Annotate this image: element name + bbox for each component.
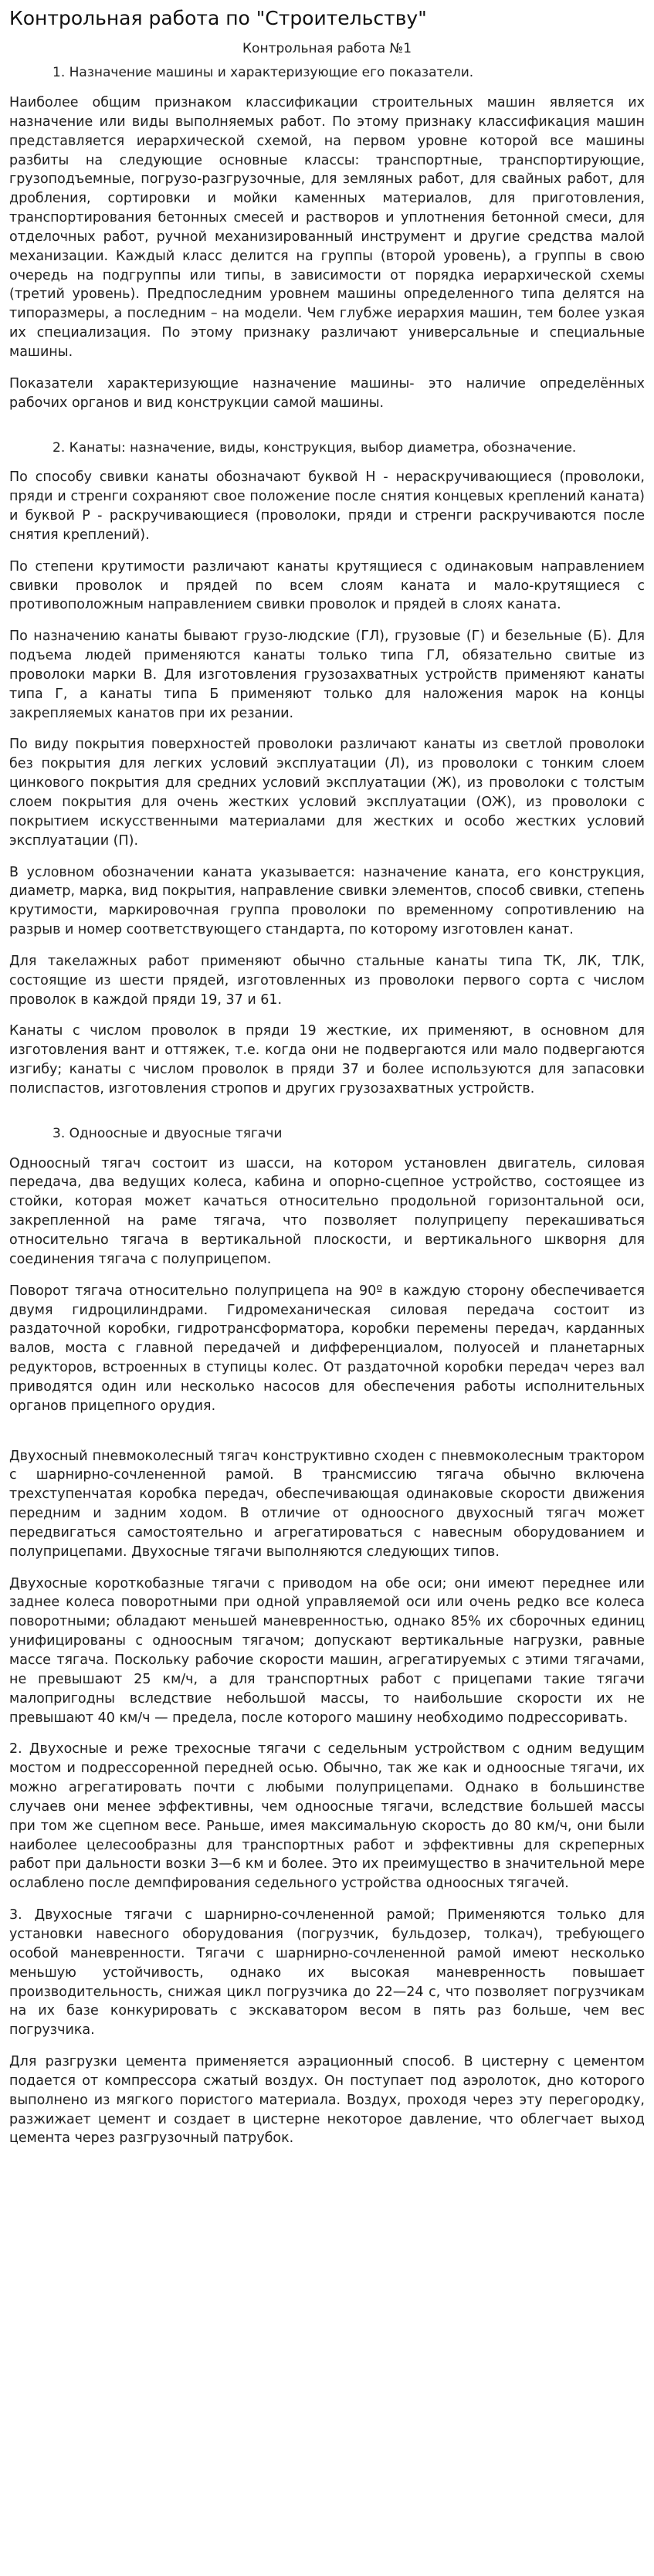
paragraph: По способу свивки канаты обозначают буквой Н - нераскручивающиеся (проволоки, пряди и стренги сохраняют свое положение после снятия концевых креплений каната) и буквой Р - раскручивающиеся (проволоки, пряди и стренги раскручиваются после снятия креплений). bbox=[9, 469, 645, 543]
section-heading-3: 3. Одноосные и двуосные тягачи bbox=[53, 1125, 283, 1141]
paragraph: 3. Двухосные тягачи с шарнирно-сочлененной рамой; Применяются только для установки навесного оборудования (погрузчик, бульдозер, толкач), требующего особой маневренности. Тягачи с шарнирно-сочлененной рамой имеют несколько меньшую устойчивость, однако их высокая маневренность повышает производительность, снижая цикл погрузчика до 22—24 с, что позволяет погрузчикам на их базе конкурировать с экскаватором весом в пять раз больше, чем вес погрузчика. bbox=[9, 1907, 645, 2039]
paragraph: В условном обозначении каната указывается: назначение каната, его конструкция, диаметр, марка, вид покрытия, направление свивки элементов, способ свивки, степень крутимости, маркировочная группа проволоки по временному сопротивлению на разрыв и номер соответствующего стандарта, по которому изготовлен канат. bbox=[9, 864, 645, 938]
paragraph: По степени крутимости различают канаты крутящиеся с одинаковым направлением свивки проволок и прядей по всем слоям каната и мало-крутящиеся с противоположным направлением свивки проволок и прядей в слоях каната. bbox=[9, 558, 645, 613]
section-heading-1: 1. Назначение машины и характеризующие его показатели. bbox=[53, 65, 474, 81]
section-heading-2: 2. Канаты: назначение, виды, конструкция, выбор диаметра, обозначение. bbox=[53, 439, 577, 456]
paragraph: По назначению канаты бывают грузо-людские (ГЛ), грузовые (Г) и безельные (Б). Для подъема людей применяются канаты только типа ГЛ, обязательно свитые из проволоки марки В. Для изготовления грузозахватных устройств применяют канаты типа Г, а канаты типа Б применяют только для наложения марок на концы закрепляемых канатов при их резании. bbox=[9, 629, 645, 721]
paragraph: Показатели характеризующие назначение машины- это наличие определённых рабочих органов и вид конструкции самой машины. bbox=[9, 375, 645, 411]
document-subtitle: Контрольная работа №1 bbox=[242, 41, 412, 57]
paragraph: Канаты с числом проволок в пряди 19 жесткие, их применяют, в основном для изготовления вант и оттяжек, т.е. когда они не подвергаются или мало подвергаются изгибу; канаты с числом проволок в пряди 37 и более используются для запасовки полиспастов, изготовления стропов и других грузозахватных устройств. bbox=[9, 1023, 645, 1096]
paragraph: Одноосный тягач состоит из шасси, на котором установлен двигатель, силовая передача, два ведущих колеса, кабина и опорно-сцепное устройство, состоящее из стойки, которая может качаться относительно продольной горизонтальной оси, закрепленной на раме тягача, что позволяет полуприцепу перекашиваться относительно тягача в вертикальной плоскости, и вертикального шкворня для соединения тягача с полуприцепом. bbox=[9, 1155, 645, 1267]
document-title: Контрольная работа по "Строительству" bbox=[9, 7, 427, 29]
paragraph: По виду покрытия поверхностей проволоки различают канаты из светлой проволоки без покрытия для легких условий эксплуатации (Л), из проволоки с тонким слоем цинкового покрытия для средних условий эксплуатации (Ж), из проволоки с толстым слоем покрытия для очень жестких условий эксплуатации (ОЖ), из проволоки с покрытием искусственными материалами для жестких и особо жестких условий эксплуатации (П). bbox=[9, 737, 645, 849]
paragraph: Двухосный пневмоколесный тягач конструктивно сходен с пневмоколесным трактором с шарнирно-сочлененной рамой. В трансмиссию тягача обычно включена трехступенчатая коробка передач, обеспечивающая одинаковые скорости движения передним и задним ходом. В отличие от одноосного двухосный тягач может передвигаться самостоятельно и агрегатироваться с навесным оборудованием и полуприцепами. Двухосные тягачи выполняются следующих типов. bbox=[9, 1448, 645, 1560]
paragraph: Для такелажных работ применяют обычно стальные канаты типа ТК, ЛК, ТЛК, состоящие из шести прядей, изготовленных из проволоки первого сорта с числом проволок в каждой пряди 19, 37 и 61. bbox=[9, 953, 645, 1008]
paragraph: Наиболее общим признаком классификации строительных машин является их назначение или виды выполняемых работ. По этому признаку классификация машин представляется иерархической схемой, на первом уровне которой все машины разбиты на следующие основные классы: транспортные, транспортирующие, грузоподъемные, погрузо-разгрузочные, для земляных работ, для свайных работ, для дробления, сортировки и мойки каменных материалов, для приготовления, транспортирования бетонных смесей и растворов и уплотнения бетонной смеси, для отделочных работ, ручной механизированный инструмент и другие средства малой механизации. Каждый класс делится на группы (второй уровень), а группы в свою очередь на подгруппы или типы, в зависимости от порядка иерархической схемы (третий уровень). Предпоследним уровнем машины определенного типа делятся на типоразмеры, а последним – на модели. Чем глубже иерархия машин, тем более узкая их специализация. По этому признаку различают универсальные и специальные машины. bbox=[9, 95, 645, 361]
paragraph: 2. Двухосные и реже трехосные тягачи с седельным устройством с одним ведущим мостом и подрессоренной передней осью. Обычно, так же как и одноосные тягачи, их можно агрегатировать почти с любыми полуприцепами. Однако в большинстве случаев они менее эффективны, чем одноосные тягачи, вследствие большей массы при том же сцепном весе. Раньше, имея максимальную скорость до 80 км/ч, они были наиболее целесообразны для транспортных работ и эффективны для скреперных работ при дальности возки 3—6 км и более. Это их преимущество в значительной мере ослаблено после демпфирования седельного устройства одноосных тягачей. bbox=[9, 1741, 645, 1892]
paragraph: Двухосные короткобазные тягачи с приводом на обе оси; они имеют переднее или заднее колеса поворотными при одной управляемой оси или очень редко все колеса поворотными; обладают меньшей маневренностью, однако 85% их сборочных единиц унифицированы с одноосным тягачом; допускают вертикальные нагрузки, равные массе тягача. Поскольку рабочие скорости машин, агрегатируемых с этими тягачами, не превышают 25 км/ч, а для транспортных работ с прицепами такие тягачи малопригодны вследствие небольшой массы, то наибольшие скорости их не превышают 40 км/ч — предела, после которого машину необходимо подрессоривать. bbox=[9, 1575, 645, 1726]
paragraph: Для разгрузки цемента применяется аэрационный способ. В цистерну с цементом подается от компрессора сжатый воздух. Он поступает под аэролоток, дно которого выполнено из мягкого пористого материала. Воздух, проходя через эту перегородку, разжижает цемент и создает в цистерне некоторое давление, что облегчает выход цемента через разгрузочный патрубок. bbox=[9, 2054, 645, 2147]
paragraph: Поворот тягача относительно полуприцепа на 90º в каждую сторону обеспечивается двумя гидроцилиндрами. Гидромеханическая силовая передача состоит из раздаточной коробки, гидротрансформатора, коробки перемены передач, карданных валов, моста с главной передачей и дифференциалом, полуосей и планетарных редукторов, встроенных в ступицы колес. От раздаточной коробки передач через вал приводятся один или несколько насосов для обеспечения работы исполнительных органов прицепного орудия. bbox=[9, 1283, 645, 1414]
